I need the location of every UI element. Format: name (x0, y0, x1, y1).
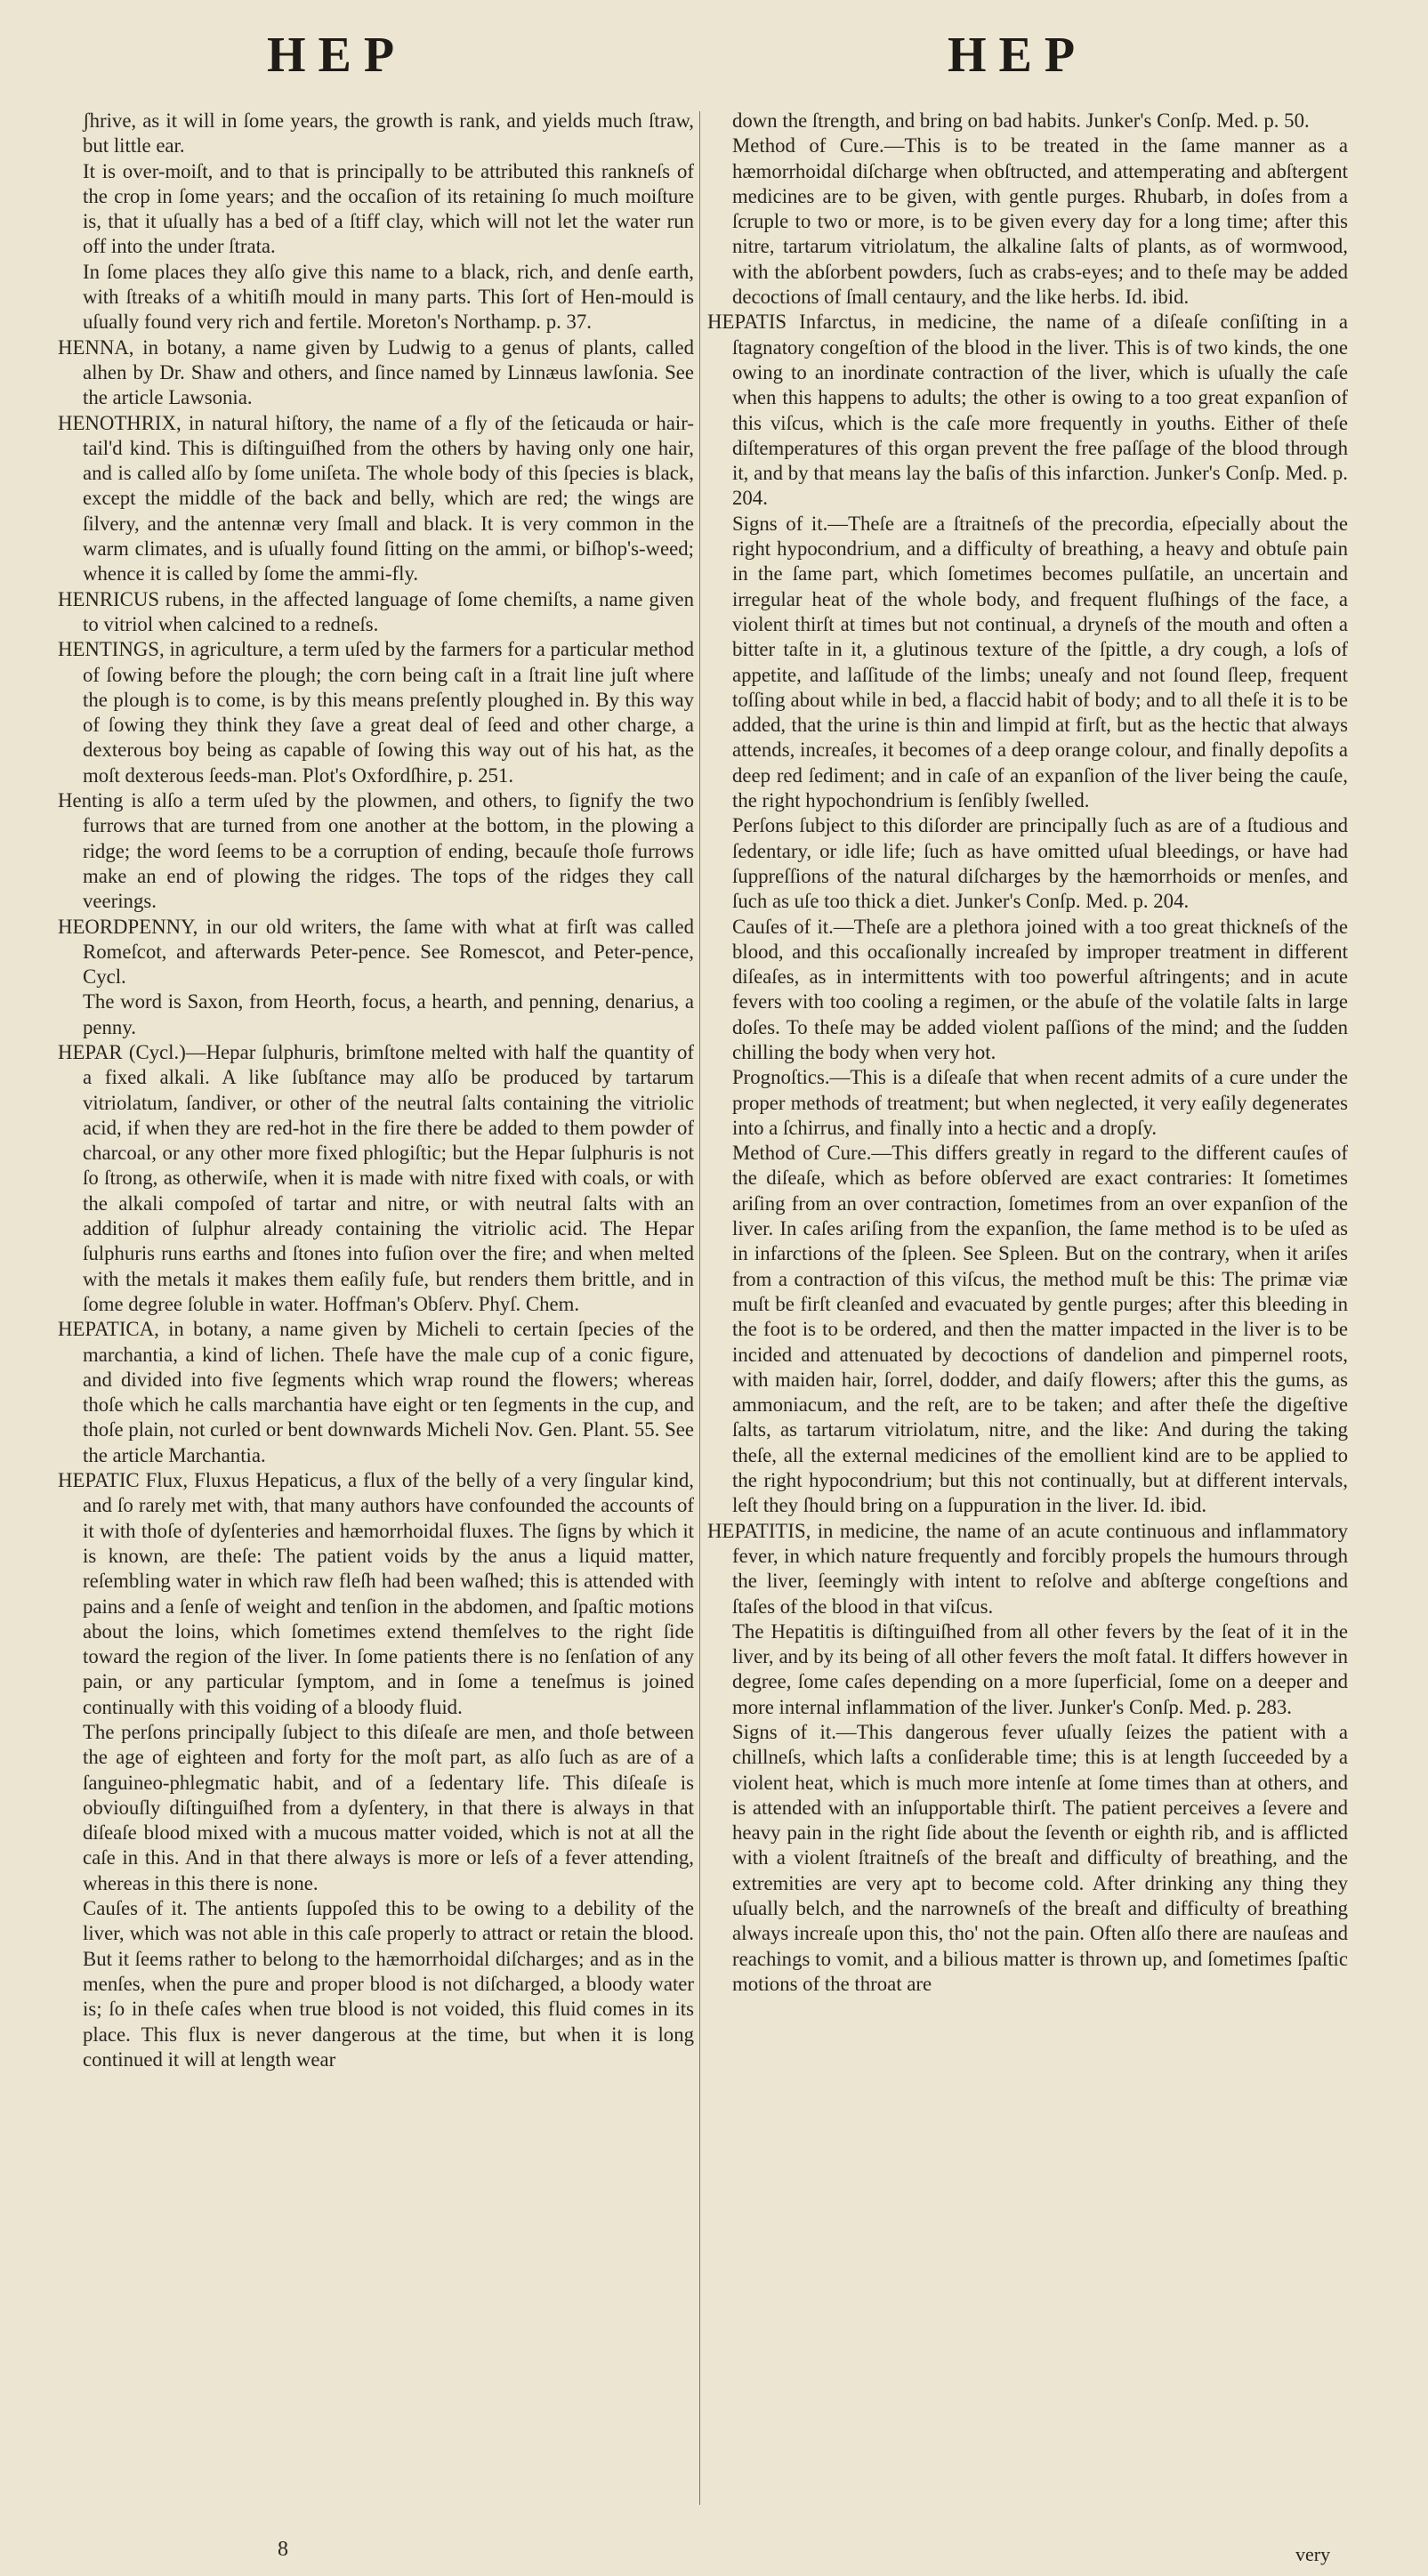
dictionary-entry: HEORDPENNY, in our old writers, the ſame with what at firſt was called Romeſcot, and afterwards Peter-pence. See Romescot, and Peter-pence, Cycl. (58, 915, 694, 989)
dictionary-entry: HEPATICA, in botany, a name given by Micheli to certain ſpecies of the marchantia, a kind of lichen. Theſe have the male cup of a conic figure, and divided into five ſegments which wrap round the flowers; whereas thoſe which he calls marchantia have eight or ten ſegments in the cup, and thoſe plain, not curled or bent downwards Micheli Nov. Gen. Plant. 55. See the article Marchantia. (58, 1318, 694, 1466)
left-column (58, 109, 694, 2511)
dictionary-entry: HENTINGS, in agriculture, a term uſed by the farmers for a particular method of ſowing before the plough; the corn being caſt in a ſtrait line juſt where the plough is to come, is by this means preſently ploughed in. By this way of ſowing they think they ſave a great deal of ſeed and other charge, a dexterous boy being as capable of ſowing this way out of his hat, as the moſt dexterous ſeeds-man. Plot's Oxfordſhire, p. 251. (58, 638, 694, 787)
running-head (0, 27, 1428, 98)
dictionary-entry: Henting is alſo a term uſed by the plowmen, and others, to ſignify the two furrows that are turned from one another at the bottom, in the plowing a ridge; the word ſeems to be a corruption of ending, becauſe thoſe furrows make an end of plowing the ridges. The tops of the ridges they call veerings. (58, 789, 694, 913)
paragraph: The word is Saxon, from Heorth, focus, a hearth, and penning, denarius, a penny. (83, 990, 694, 1038)
paragraph: Method of Cure.—This is to be treated in the ſame manner as a hæmorrhoidal diſcharge when obſtructed, and attemperating and abſtergent medicines are to be given, with gentle purges. Rhubarb, in doſes from a ſcruple to two or more, is to be given every day for a long time; after this nitre, tartarum vitriolatum, the alkaline ſalts of plants, as of wormwood, with the abſorbent powders, ſuch as crabs-eyes; and to theſe may be added decoctions of ſmall centaury, and the like herbs. Id. ibid. (732, 134, 1348, 309)
paragraph: Prognoſtics.—This is a diſeaſe that when recent admits of a cure under the proper methods of treatment; but when neglected, it very eaſily degenerates into a ſchirrus, and finally into a hectic and a dropſy. (732, 1066, 1348, 1139)
right-column (707, 109, 1348, 2511)
paragraph: down the ſtrength, and bring on bad habits. Junker's Conſp. Med. p. 50. (732, 109, 1310, 132)
running-head-right: HEP (948, 28, 1088, 83)
dictionary-entry: HENRICUS rubens, in the affected language of ſome chemiſts, a name given to vitriol when calcined to a redneſs. (58, 587, 694, 635)
catchword: very (1295, 2543, 1331, 2565)
paragraph: Signs of it.—This dangerous fever uſually ſeizes the patient with a chillneſs, which laſts a conſiderable time; this is at length ſucceeded by a violent heat, which is much more intenſe at ſome times than at others, and is attended with an inſupportable thirſt. The patient perceives a ſevere and heavy pain in the right ſide about the ſeventh or eighth rib, and is afflicted with a violent ſtraitneſs of the breaſt and difficulty of breathing, and the extremities are very apt to become cold. After drinking any thing they uſually belch, and the narrowneſs of the breaſt and difficulty of breathing always increaſe upon this, tho' not the pain. Often alſo there are nauſeas and reachings to vomit, and a bilious matter is thrown up, and ſometimes ſpaſtic motions of the throat are (732, 1721, 1348, 1995)
paragraph: Cauſes of it.—Theſe are a plethora joined with a too great thickneſs of the blood, and this occaſionally increaſed by improper treatment in different diſeaſes, as in intermittents with too powerful aſtringents; and in acute fevers with too cooling a regimen, or the abuſe of the volatile ſalts in large doſes. To theſe may be added violent paſſions of the mind; and the ſudden chilling the body when very hot. (732, 915, 1348, 1063)
dictionary-entry: HEPAR (Cycl.)—Hepar ſulphuris, brimſtone melted with half the quantity of a fixed alkali. A like ſubſtance may alſo be produced by tartarum vitriolatum, ſandiver, or other of the neutral ſalts containing the vitriolic acid, if when they are red-hot in the fire there be added to them powder of charcoal, or any other more fixed phlogiſtic; but the Hepar ſulphuris is not ſo ſtrong, as otherwiſe, when it is made with nitre fixed with coals, or with the alkali compoſed of tartar and nitre, or with neutral ſalts with an addition of ſulphur already containing the vitriolic acid. The Hepar ſulphuris runs earths and ſtones into fuſion over the fire; and when melted with the metals it makes them eaſily fuſe, but renders them brittle, and in ſome degree ſoluble in water. Hoffman's Obſerv. Phyſ. Chem. (58, 1040, 694, 1315)
dictionary-entry: HEPATITIS, in medicine, the name of an acute continuous and inflammatory fever, in which nature frequently and forcibly propels the humours through the liver, ſeemingly with intent to reſolve and abſterge congeſtions and ſtaſes of the blood in that viſcus. (707, 1519, 1348, 1618)
dictionary-entry: HEPATIC Flux, Fluxus Hepaticus, a flux of the belly of a very ſingular kind, and ſo rarely met with, that many authors have confounded the accounts of it with thoſe of dyſenteries and hæmorrhoidal fluxes. The ſigns by which it is known, are theſe: The patient voids by the anus a liquid matter, reſembling water in which raw fleſh had been waſhed; this is attended with pains and a ſenſe of weight and tenſion in the abdomen, and ſpaſtic motions about the loins, which ſometimes extend themſelves to the right ſide toward the region of the liver. In ſome patients there is no ſenſation of any pain, or any particular ſymptom, and in ſome a teneſmus is joined continually with this voiding of a bloody fluid. (58, 1469, 694, 1718)
page-number: 8 (278, 2538, 288, 2561)
paragraph: The Hepatitis is diſtinguiſhed from all other fevers by the ſeat of it in the liver, and by its being of all other fevers the moſt fatal. It differs however in degree, ſome caſes depending on a more ſuperficial, ſome on a deeper and more internal inflammation of the liver. Junker's Conſp. Med. p. 283. (732, 1619, 1348, 1718)
paragraph: Method of Cure.—This differs greatly in regard to the different cauſes of the diſeaſe, which as before obſerved are exact contraries: It ſometimes ariſing from an over contraction, ſometimes from an over expanſion of the liver. In caſes ariſing from the expanſion, the ſame method is to be uſed as in infarctions of the ſpleen. See Spleen. But on the contrary, when it ariſes from a contraction of this viſcus, the method muſt be this: The primæ viæ muſt be firſt cleanſed and evacuated by gentle purges; after this bleeding in the foot is to be ordered, and then the matter impacted in the liver is to be incided and attenuated by decoctions of dandelion and pimpernel roots, with maiden hair, ſorrel, dodder, and daiſy flowers; after this the gums, as ammoniacum, and the reſt, are to be taken; and after theſe the digeſtive ſalts, as tartarum vitriolatum, nitre, and the like: And during the taking theſe, all the external medicines of the emollient kind are to be applied to the right hypocondrium; but this not continually, but at different intervals, leſt they ſhould bring on a ſuppuration in the liver. Id. ibid. (732, 1142, 1348, 1517)
paragraph: Cauſes of it. The antients ſuppoſed this to be owing to a debility of the liver, which was not able in this caſe properly to attract or retain the blood. But it ſeems rather to belong to the hæmorrhoidal diſcharges; and as in the menſes, when the pure and proper blood is not diſcharged, a bloody water is; ſo in theſe caſes when true blood is not voided, this fluid comes in its place. This flux is never dangerous at the time, but when it is long continued it will at length wear (83, 1897, 694, 2071)
paragraph: In ſome places they alſo give this name to a black, rich, and denſe earth, with ſtreaks of a whitiſh mould in many parts. This ſort of Hen-mould is uſually found very rich and fertile. Moreton's Northamp. p. 37. (83, 260, 694, 334)
column-rule (699, 111, 700, 2505)
dictionary-entry: HENOTHRIX, in natural hiſtory, the name of a fly of the ſeticauda or hair-tail'd kind. This is diſtinguiſhed from the others by having only one hair, and is called alſo by ſome uniſeta. The whole body of this ſpecies is black, except the middle of the back and belly, which are red; the wings are ſilvery, and the antennæ very ſmall and black. It is very common in the warm climates, and is uſually found ſitting on the ammi, or biſhop's-weed; whence it is called by ſome the ammi-fly. (58, 411, 694, 585)
running-head-left: HEP (267, 28, 407, 83)
dictionary-entry: HEPATIS Infarctus, in medicine, the name of a diſeaſe conſiſting in a ſtagnatory congeſtion of the blood in the liver. This is of two kinds, the one owing to an inordinate contraction of the liver, which is uſually the caſe when this happens to adults; the other is owing to a too great expanſion of this viſcus, which is the caſe more frequently in youths. Either of theſe diſtemperatures of this organ prevent the free paſſage of the blood through it, and by that means lay the baſis of this infarction. Junker's Conſp. Med. p. 204. (707, 311, 1348, 510)
paragraph: ʃhrive, as it will in ſome years, the growth is rank, and yields much ſtraw, but little ear. (83, 109, 694, 157)
dictionary-entry: HENNA, in botany, a name given by Ludwig to a genus of plants, called alhen by Dr. Shaw and others, and ſince named by Linnæus lawſonia. See the article Lawsonia. (58, 335, 694, 409)
paragraph: The perſons principally ſubject to this diſeaſe are men, and thoſe between the age of eighteen and forty for the moſt part, as alſo ſuch as are of a ſanguineo-phlegmatic habit, and of a ſedentary life. This diſeaſe is obviouſly diſtinguiſhed from a dyſentery, in that there is always in that diſeaſe blood mixed with a mucous matter voided, which is not at all the caſe in this. And in that there always is more or leſs of a fever attending, whereas in this there is none. (83, 1721, 694, 1894)
paragraph: It is over-moiſt, and to that is principally to be attributed this rankneſs of the crop in ſome years; and the occaſion of its retaining ſo much moiſture is, that it uſually has a bed of a ſtiff clay, which will not let the water run off into the under ſtrata. (83, 159, 694, 258)
paragraph: Signs of it.—Theſe are a ſtraitneſs of the precordia, eſpecially about the right hypocondrium, and a difficulty of breathing, a heavy and obtuſe pain in the ſame part, which ſometimes becomes pulſatile, an uncertain and irregular heat of the whole body, and frequent fluſhings of the face, a violent thirſt at times but not continual, a dryneſs of the mouth and often a bitter taſte in it, a glutinous texture of the ſpittle, a dry cough, a loſs of appetite, and laſſitude of the limbs; uneaſy and not ſound ſleep, frequent toſſing about while in bed, a flaccid habit of body; and to all theſe it is to be added, that the urine is thin and limpid at firſt, but as the hectic that always attends, increaſes, it becomes of a deep orange colour, and finally depoſits a deep red ſediment; and in caſe of an expanſion of the liver being the cauſe, the right hypochondrium is ſenſibly ſwelled. (732, 512, 1348, 812)
paragraph: Perſons ſubject to this diſorder are principally ſuch as are of a ſtudious and ſedentary, or idle life; ſuch as have omitted uſual bleedings, or have had ſuppreſſions of the natural diſcharges by the hæmorrhoids or menſes, and ſuch as uſe too thick a diet. Junker's Conſp. Med. p. 204. (732, 814, 1348, 913)
